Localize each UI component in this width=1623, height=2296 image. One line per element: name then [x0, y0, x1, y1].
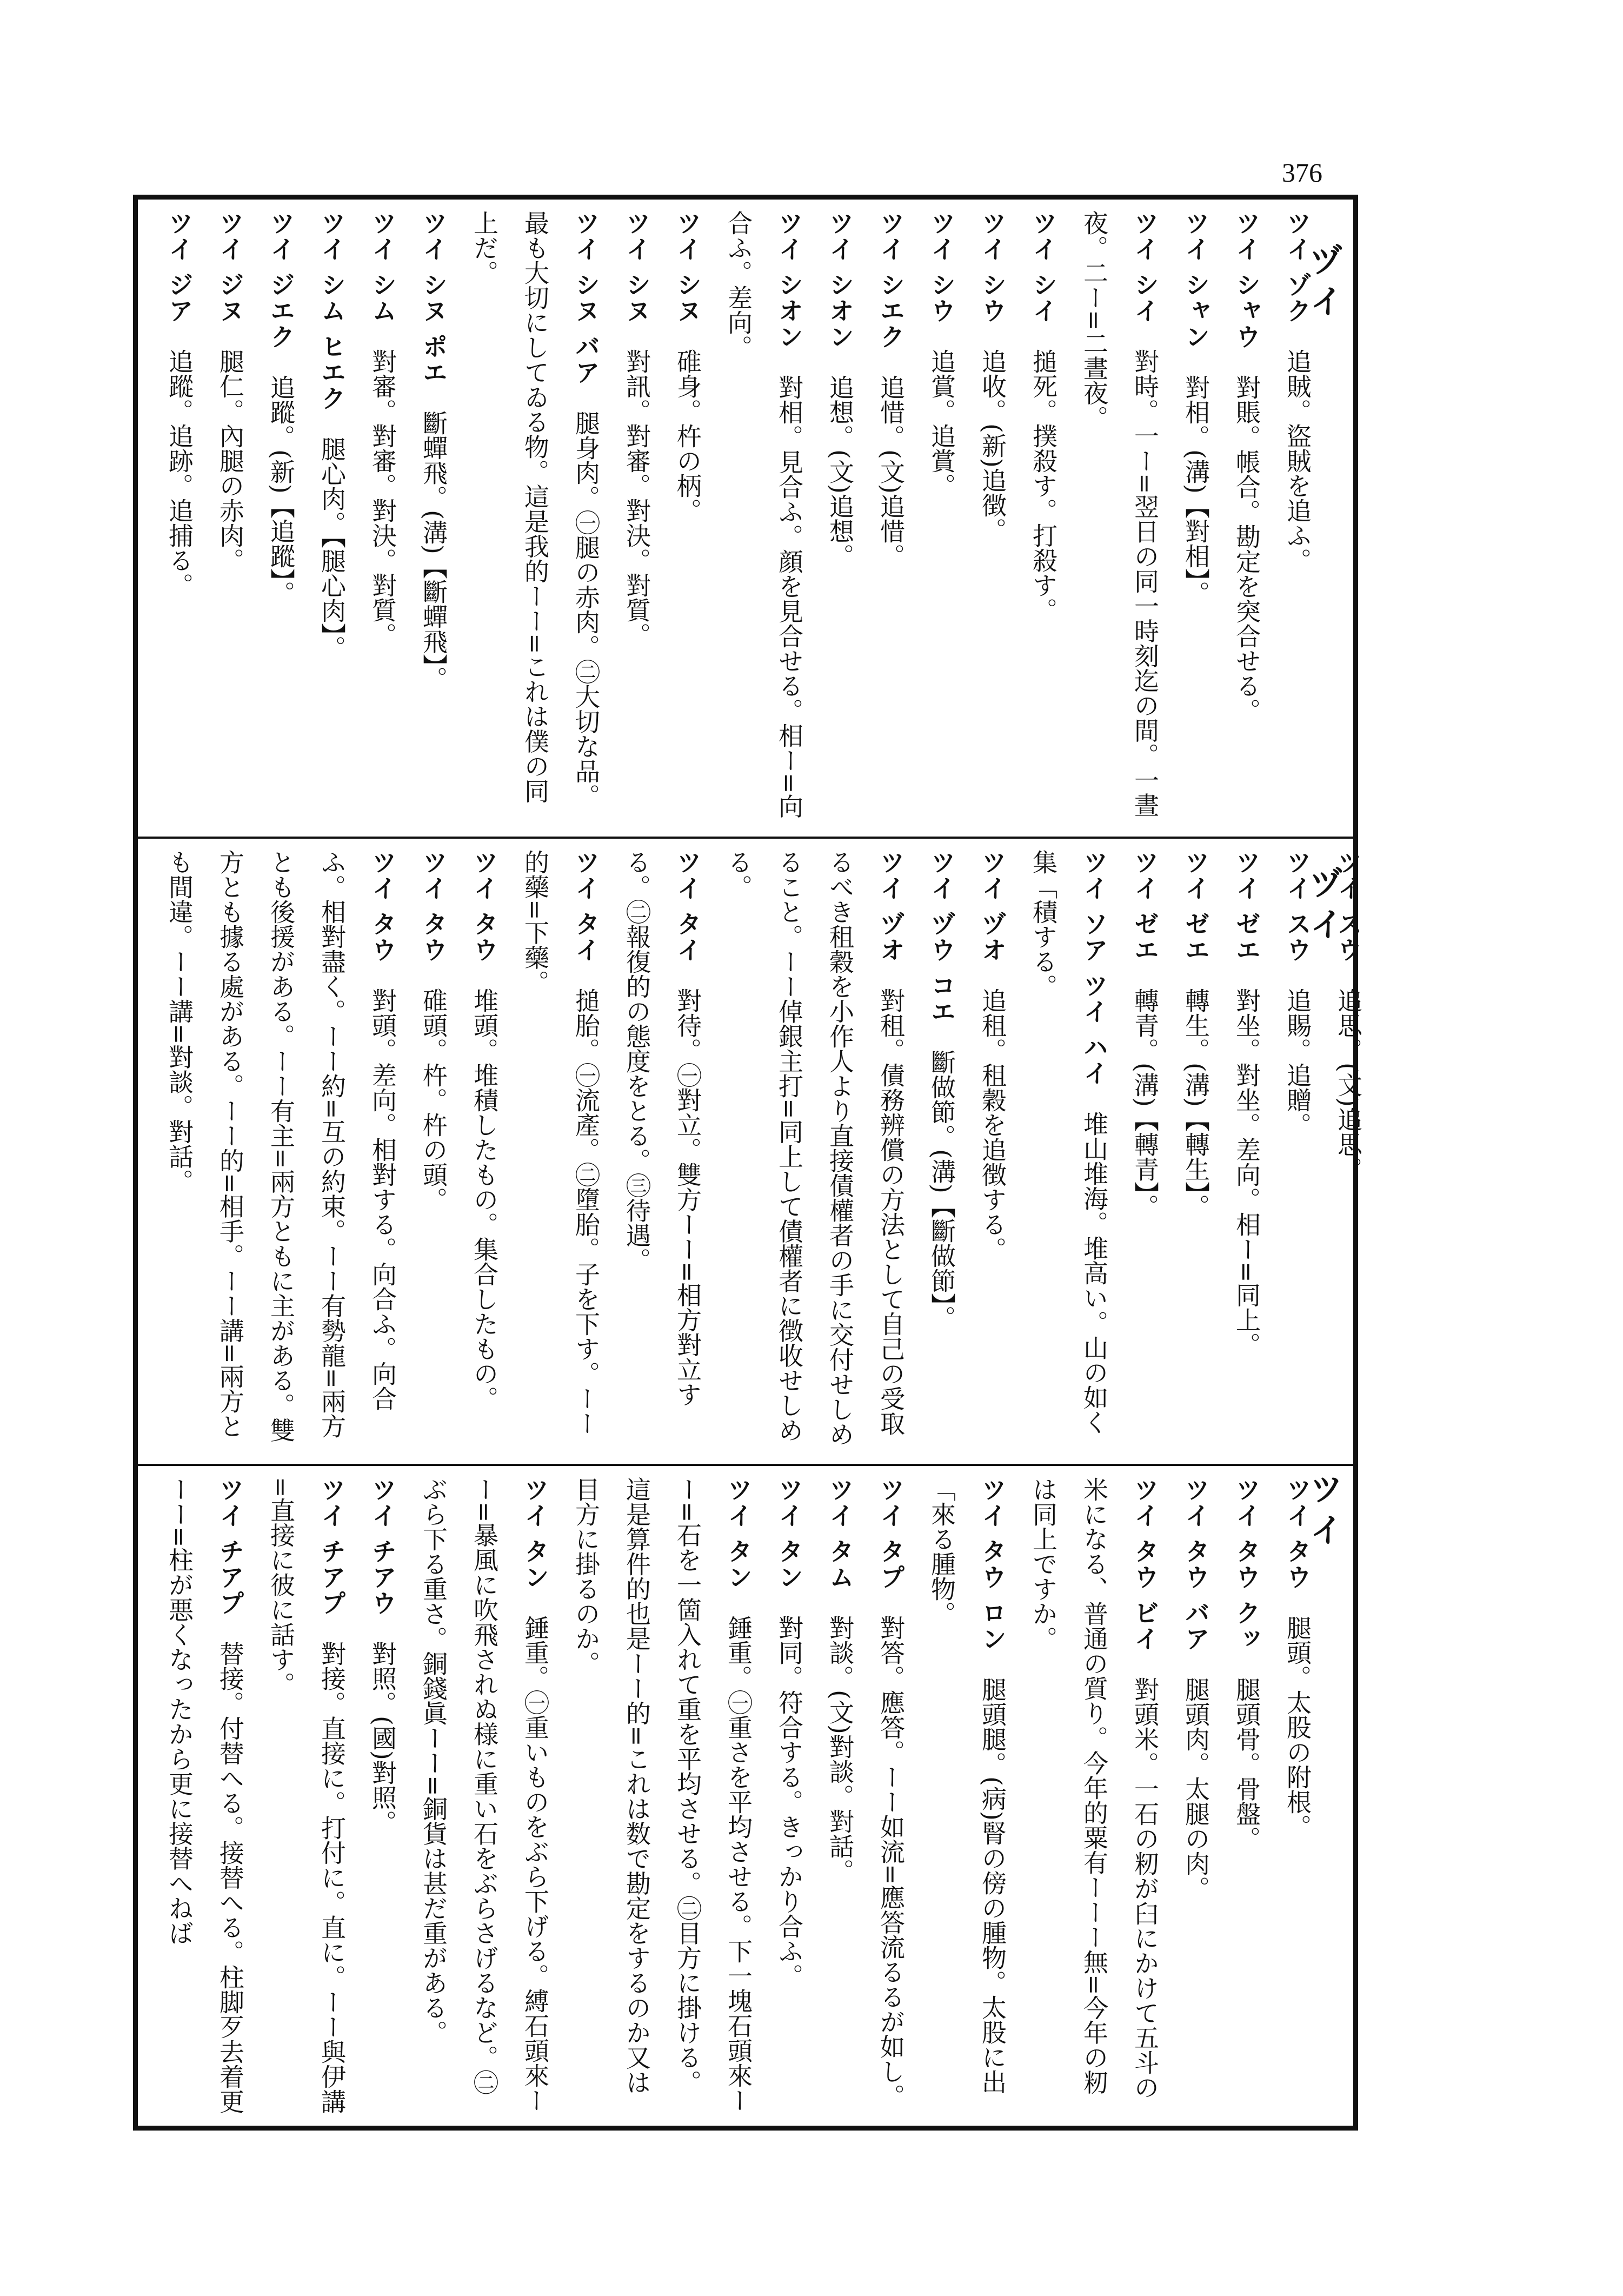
tier-heading: ヅイ	[1304, 243, 1343, 325]
entry-headword: ツイ タウ	[368, 850, 397, 964]
dictionary-entry	[205, 210, 256, 826]
dictionary-entry	[307, 210, 357, 826]
dictionary-entry	[1323, 850, 1374, 1455]
dictionary-entry	[510, 850, 611, 1455]
entry-headword: ツイ スウ	[1334, 850, 1363, 964]
dictionary-entry	[1120, 850, 1170, 1455]
entry-definition: 碓頭。杵。杵の頭。	[419, 988, 448, 1212]
entry-definition: 腿身肉。㊀腿の赤肉。㊁大切な品。最も大切にしてゐる物。這是我的ーー=これは僕の同上だ。	[470, 210, 601, 809]
entry-definition: 對接。直接に。打付に。直に。ーー與伊講=直接に彼に話す。	[267, 1477, 347, 2114]
tier-middle	[138, 837, 1363, 1466]
entry-definition: 對賬。帳合。勘定を突合せる。	[1232, 375, 1261, 724]
dictionary-entry	[1018, 210, 1069, 826]
entry-definition: 碓身。杵の柄。	[673, 349, 702, 523]
dictionary-entry	[916, 210, 967, 826]
entry-definition: 斷做節。(溝)【斷做節】。	[927, 1050, 956, 1330]
dictionary-entry	[967, 210, 1018, 826]
entry-definition: 替接。付替へる。接替へる。柱脚歹去着更ーー=柱が悪くなったから更に接替へねば	[165, 1477, 245, 2114]
entry-headword: ツイ シャン	[1181, 210, 1210, 350]
tier-heading: ツイ	[1304, 1471, 1343, 1554]
dictionary-entry	[1272, 1477, 1323, 2117]
dictionary-entry	[408, 850, 459, 1455]
entry-definition: 追蹤。追跡。追捕る。	[165, 349, 194, 598]
entry-headword: ツイ シヌ バア	[571, 210, 601, 386]
dictionary-entry	[1272, 850, 1323, 1455]
dictionary-entry	[1170, 210, 1221, 826]
entry-definition: 追收。(新)追徴。	[978, 349, 1007, 542]
entry-definition: 腿頭腿。(病)腎の傍の腫物。太股に出「來る腫物。	[927, 1477, 1007, 2094]
entry-headword: ツイ シエク	[876, 210, 906, 350]
entry-headword: ツイ タウ ロン	[978, 1477, 1007, 1653]
entry-headword: ツイ シヌ ポエ	[419, 210, 448, 386]
entry-headword: ツイ シヌ	[622, 210, 651, 324]
entry-definition: 轉生。(溝)【轉生】。	[1181, 988, 1210, 1219]
entry-headword: ツイ シウ	[978, 210, 1007, 324]
entry-definition: 對訊。對審。對決。對質。	[622, 349, 651, 648]
entry-definition: 追租。租穀を追徴する。	[978, 988, 1007, 1262]
entry-definition: 對時。一ー=翌日の同一時刻迄の間。一晝夜。二ー=二晝夜。	[1080, 210, 1160, 818]
entry-headword: ツイ ゼエ	[1130, 850, 1160, 964]
entry-definition: 搥死。撲殺す。打殺す。	[1029, 349, 1058, 623]
entry-headword: ツイ タウ	[1283, 1477, 1312, 1591]
entry-headword: ツイ タム	[826, 1477, 855, 1591]
dictionary-entry	[713, 210, 815, 826]
entry-definition: 對談。(文)對談。對話。	[826, 1615, 855, 1883]
dictionary-entry	[408, 1477, 561, 2117]
entry-headword: ツイ ヅオ	[876, 850, 906, 964]
entry-definition: 追賊。盜賊を追ふ。	[1283, 349, 1312, 573]
dictionary-entry	[916, 1477, 1018, 2117]
entry-headword: ツイ シム ヒエク	[317, 210, 347, 412]
entry-definition: 對同。符合する。きっかり合ふ。	[775, 1615, 804, 1989]
entry-headword: ツイ スウ	[1283, 850, 1312, 964]
dictionary-entry	[357, 1477, 408, 2117]
page-frame	[133, 195, 1363, 2131]
entry-definition: 腿心肉。【腿心肉】。	[317, 436, 347, 661]
tier-entries	[154, 1477, 1312, 2117]
entry-headword: ツイ タウ	[470, 850, 499, 964]
dictionary-entry	[154, 1477, 256, 2117]
entry-headword: ツイ シム	[368, 210, 397, 324]
dictionary-entry	[866, 210, 916, 826]
entry-definition: 錘重。㊀重いものをぶら下げる。縛石頭來ーー=暴風に吹飛されぬ様に重い石をぶらさげるなど。㊁ぶら下る重さ。銅錢眞ーー=銅貨は甚だ重がある。	[419, 1477, 550, 2113]
entry-columns	[154, 210, 1323, 826]
entry-headword: ツイ ジア	[165, 210, 194, 324]
entry-definition: 對待。㊀對立。雙方ーー=相方對立する。㊁報復的の態度をとる。㊂待遇。	[622, 850, 702, 1407]
entry-definition: 堆頭。堆積したもの。集合したもの。	[470, 988, 499, 1411]
dictionary-entry	[256, 1477, 357, 2117]
entry-headword: ツイ ソア ツイ ハイ	[1080, 850, 1109, 1087]
entry-definition: 對審。對審。對決。對質。	[368, 349, 397, 648]
entry-definition: 轉青。(溝)【轉青】。	[1130, 988, 1160, 1219]
dictionary-entry	[916, 850, 967, 1455]
entry-headword: ツイ シイ	[1029, 210, 1058, 324]
entry-headword: ツイ ジヌ	[216, 210, 245, 324]
entry-definition: 搥胎。㊀流產。㊁墮胎。子を下す。ーー的藥=下藥。	[521, 850, 601, 1436]
entry-headword: ツイ ゾク	[1283, 210, 1312, 324]
entry-headword: ツイ ジエク	[267, 210, 296, 350]
entry-definition: 腿頭骨。骨盤。	[1232, 1677, 1261, 1852]
entry-headword: ツイ ヅウ コエ	[927, 850, 956, 1025]
entry-definition: 追惜。(文)追惜。	[876, 375, 906, 568]
dictionary-entry	[611, 210, 662, 826]
dictionary-entry	[154, 210, 205, 826]
dictionary-entry	[1170, 1477, 1221, 2117]
entry-definition: 對照。(國)對照。	[368, 1641, 397, 1835]
entry-headword: ツイ シイ	[1130, 210, 1160, 324]
entry-headword: ツイ タウ	[419, 850, 448, 964]
dictionary-entry	[662, 210, 713, 826]
dictionary-entry	[713, 850, 916, 1455]
entry-headword: ツイ タン	[775, 1477, 804, 1591]
entry-columns	[154, 850, 1374, 1455]
entry-headword: ツイ タウ バア	[1181, 1477, 1210, 1653]
entry-headword: ツイ シヌ	[673, 210, 702, 324]
entry-headword: ツイ チアプ	[216, 1477, 245, 1617]
entry-definition: 對租。債務辨償の方法として自己の受取るべき租穀を小作人より直接債權者の手に交付せしめること。ーー倬銀主打=同上して債權者に徴收せしめる。	[724, 850, 906, 1446]
entry-headword: ツイ タウ クッ	[1232, 1477, 1261, 1653]
tier-bottom	[138, 1464, 1353, 2128]
entry-headword: ツイ タン	[724, 1477, 753, 1591]
entry-definition: 錘重。㊀重さを平均させる。下一塊石頭來ーー=石を一箇入れて重を平均させる。㊁目方に掛ける。這是算件的也是ーー的=これは数で勘定をするのか又は目方に掛るのか。	[571, 1477, 753, 2113]
entry-definition: 對坐。對坐。差向。相ー=同上。	[1232, 988, 1261, 1357]
entry-headword: ツイ ヅオ	[978, 850, 1007, 964]
entry-headword: ツイ チアプ	[317, 1477, 347, 1617]
entry-definition: 堆山堆海。堆高い。山の如く集「積する。	[1029, 850, 1109, 1435]
entry-headword: ツイ シャウ	[1232, 210, 1261, 350]
dictionary-entry	[459, 210, 611, 826]
tier-top	[138, 200, 1353, 837]
entry-headword: ツイ シオン	[775, 210, 804, 350]
entry-headword: ツイ タイ	[673, 850, 702, 964]
dictionary-entry	[611, 850, 713, 1455]
entry-headword: ツイ ゼエ	[1232, 850, 1261, 964]
entry-headword: ツイ シウ	[927, 210, 956, 324]
dictionary-entry	[1221, 850, 1272, 1455]
entry-definition: 斷蟬飛。(溝)【斷蟬飛】。	[419, 410, 448, 691]
entry-definition: 追想。(文)追想。	[826, 375, 855, 568]
dictionary-entry	[561, 1477, 764, 2117]
entry-definition: 對頭。差向。相對する。向合ふ。向合ふ。相對盡く。ーー約=互の約束。ーー有勢龍=兩方とも後援がある。ーー有主=兩方ともに主がある。雙方とも據る處がある。ーー的=相手。ーー講=兩方とも間違。ーー講=對談。對話。	[165, 850, 397, 1443]
tier-entries	[154, 210, 1312, 826]
entry-headword: ツイ タウ ビイ	[1130, 1477, 1160, 1653]
entry-headword: ツイ タイ	[571, 850, 601, 964]
entry-headword: ツイ タン	[521, 1477, 550, 1591]
dictionary-entry	[1272, 210, 1323, 826]
tier-heading: ヅイ	[1304, 866, 1343, 948]
entry-columns	[154, 1477, 1323, 2117]
entry-definition: 腿頭肉。太腿の肉。	[1181, 1677, 1210, 1901]
entry-definition: 對相。見合ふ。顔を見合せる。相ー=向合ふ。差向。	[724, 210, 804, 819]
entry-headword: ツイ シオン	[826, 210, 855, 350]
dictionary-entry	[1018, 1477, 1170, 2117]
entry-definition: 追賜。追贈。	[1283, 988, 1312, 1138]
entry-headword: ツイ ゼエ	[1181, 850, 1210, 964]
dictionary-entry	[1018, 850, 1120, 1455]
dictionary-entry	[357, 210, 408, 826]
dictionary-entry	[815, 210, 866, 826]
dictionary-entry	[764, 1477, 815, 2117]
dictionary-entry	[815, 1477, 866, 2117]
dictionary-entry	[408, 210, 459, 826]
page-number: 376	[1282, 157, 1322, 188]
entry-definition: 對答。應答。ーー如流=應答流るるが如し。	[876, 1615, 906, 2109]
dictionary-entry	[256, 210, 307, 826]
dictionary-entry	[1221, 1477, 1272, 2117]
dictionary-entry	[1221, 210, 1272, 826]
dictionary-entry	[459, 850, 510, 1455]
entry-headword: ツイ チアウ	[368, 1477, 397, 1617]
entry-definition: 追蹤。(新)【追蹤】。	[267, 375, 296, 606]
entry-definition: 腿頭。太股の附根。	[1283, 1615, 1312, 1840]
dictionary-entry	[1170, 850, 1221, 1455]
dictionary-entry	[1069, 210, 1170, 826]
entry-definition: 追思。(文)追思。	[1334, 988, 1363, 1182]
entry-definition: 對頭米。一石の籾が臼にかけて五斗の米になる、普通の質り。今年的粟有ーーー無=今年の籾は同上ですか。	[1029, 1477, 1160, 2100]
dictionary-entry	[154, 850, 408, 1455]
dictionary-entry	[866, 1477, 916, 2117]
entry-definition: 腿仁。內腿の赤肉。	[216, 349, 245, 573]
entry-headword: ツイ タプ	[876, 1477, 906, 1591]
dictionary-entry	[967, 850, 1018, 1455]
entry-definition: 對相。(溝)【對相】。	[1181, 375, 1210, 606]
entry-definition: 追賞。追賞。	[927, 349, 956, 499]
